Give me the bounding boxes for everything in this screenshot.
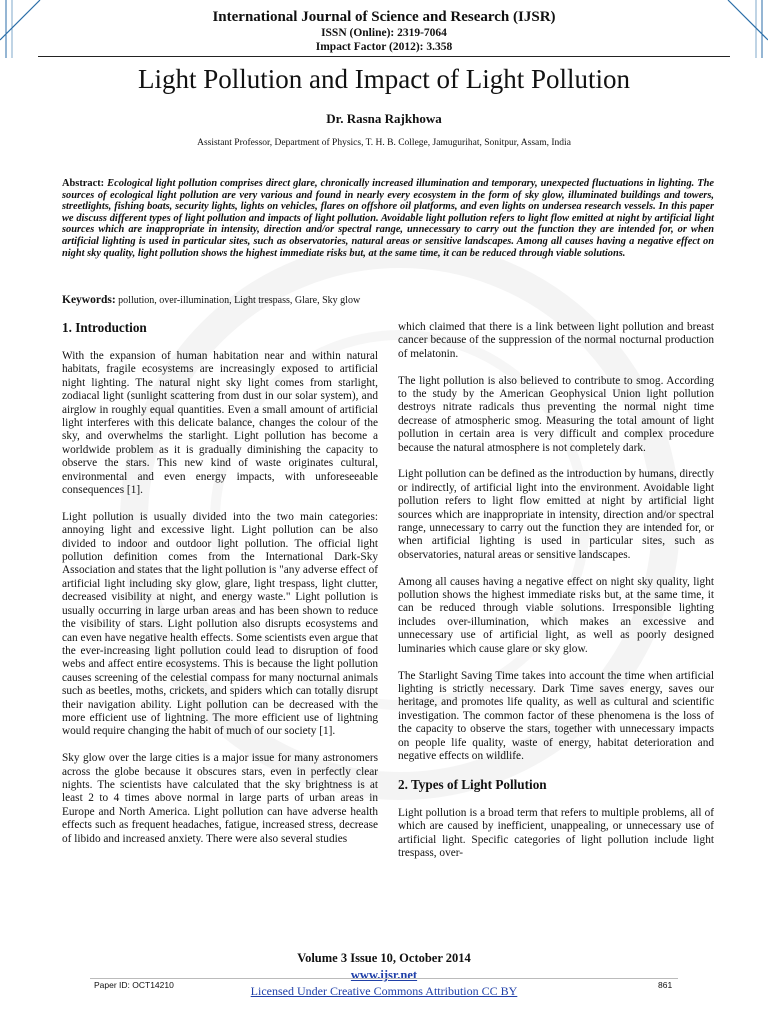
abstract	[62, 178, 714, 259]
impact-factor: Impact Factor (2012): 3.358	[315, 41, 453, 53]
journal-name: International Journal of Science and Research (IJSR)	[212, 9, 556, 25]
abstract-label: Abstract:	[62, 178, 105, 189]
footer-volume: Volume 3 Issue 10, October 2014	[297, 951, 471, 965]
right-column	[398, 321, 714, 874]
paragraph: Light pollution is usually divided into the two main categories: annoying light and excessive light. Light pollution can be also divided to indoor and outdoor light pollution. The official light pollution definition comes from the International Dark-Sky Association and states that the light pollution is "any adverse effect of artificial light including sky glow, glare, light trespass, light clutter, decreased visibility at night, and energy waste." Light pollution is usually occurring in large urban areas and has been shown to reduce the visibility of stars. Light pollution also disrupts ecosystems and can even have negative health effects. Some scientists even argue that the ever-increasing light pollution could lead to disruption of food webs and affect entire ecosystems. This is because the light pollution causes screening of the celestial compass for many nocturnal animals such as beetles, moths, crickets, and spiders which can totally disrupt their navigation ability. Light pollution can be decreased with the more efficient use of lightning. The more efficient use of lightning would require changing the habit of much of our society [1].	[62, 510, 378, 738]
journal-header	[0, 8, 768, 54]
paragraph: Light pollution can be defined as the introduction by humans, directly or indirectly, of artificial light into the environment. Avoidable light pollution refers to light flow emitted at night by artificial light sources which are inappropriate in intensity, direction and/or spectral range, unnecessary to carry out the function they are intended for, or when artificial lighting is used in particular sites, such as observatories, natural areas or sensitive landscapes.	[398, 468, 714, 561]
paragraph: The light pollution is also believed to contribute to smog. According to the study by the American Geophysical Union light pollution destroys nitrate radicals thus preventing the normal night time decrease of atmospheric smog. Measuring the total amount of light pollution in certain area is very difficult and complex procedure because the natural atmosphere is not completely dark.	[398, 374, 714, 454]
page-number: 861	[658, 980, 673, 990]
author-affiliation: Assistant Professor, Department of Physics, T. H. B. College, Jamugurihat, Sonitpur, Assam, India	[197, 138, 571, 148]
left-column	[62, 320, 378, 859]
paragraph: Among all causes having a negative effect on night sky quality, light pollution shows the highest immediate risks but, at the same time, it can be reduced through viable solutions. Irresponsible lighting includes over-illumination, which makes an excessive and unnecessary use of artificial light, as well as poorly designed luminaries which cause glare or sky glow.	[398, 575, 714, 655]
section-heading-introduction: 1. Introduction	[62, 320, 147, 335]
paper-id: Paper ID: OCT14210	[94, 980, 174, 990]
header-divider	[38, 56, 730, 57]
section-heading-types: 2. Types of Light Pollution	[398, 776, 547, 792]
paragraph: Light pollution is a broad term that refers to multiple problems, all of which are caused by inefficient, unappealing, or unnecessary use of artificial light. Specific categories of light pollution include light trespass, over-	[398, 806, 714, 859]
paragraph: which claimed that there is a link between light pollution and breast cancer because of the suppression of the normal nocturnal production of melatonin.	[398, 321, 714, 360]
abstract-text: Ecological light pollution comprises direct glare, chronically increased illumination and temporary, unexpected fluctuations in lighting. The sources of ecological light pollution are very various and found in nearly every ecosystem in the form of sky glow, illuminated buildings and towers, streetlights, fishing boats, security lights, lights on vehicles, flares on offshore oil platforms, and even lights on undersea research vessels. In this paper we discuss different types of light pollution and impacts of light pollution. Avoidable light pollution refers to light flow emitted at night by artificial light sources which are inappropriate in intensity, direction and/or spectral range, unnecessary to carry out the function they are intended for, or when artificial lighting is used in particular sites, such as observatories, natural areas or sensitive landscapes. Among all causes having a negative effect on night sky quality, light pollution shows the highest immediate risks but, at the same time, it can be reduced through viable solutions.	[62, 178, 714, 259]
paragraph: Sky glow over the large cities is a major issue for many astronomers across the globe because it obscures stars, even in perfectly clear nights. The scientists have calculated that the sky brightness is at least 2 to 4 times above normal in large parts of urban areas in Europe and North America. Light pollution can have adverse health effects such as frequent headaches, fatigue, increased stress, decrease of libido and increased anxiety. There were also several studies	[62, 752, 378, 845]
keywords-text: pollution, over-illumination, Light trespass, Glare, Sky glow	[118, 295, 361, 306]
author-name: Dr. Rasna Rajkhowa	[326, 111, 442, 126]
footer-divider	[90, 978, 678, 979]
footer-journal-link[interactable]: www.ijsr.net	[350, 968, 418, 982]
paper-title: Light Pollution and Impact of Light Pollution	[138, 64, 630, 94]
keywords	[62, 294, 714, 306]
paragraph: The Starlight Saving Time takes into account the time when artificial lighting is strictly necessary. Dark Time saves energy, saves our heritage, and promotes life quality, as well as cultural and scientific investigation. The common factor of these phenomena is the loss of the capacity to observe the stars, together with unnecessary impacts on people life quality, waste of energy, habitat deterioration and negative effects on wildlife.	[398, 669, 714, 762]
issn: ISSN (Online): 2319-7064	[321, 27, 447, 39]
license-link[interactable]: Licensed Under Creative Commons Attribution CC BY	[250, 984, 518, 998]
keywords-label: Keywords:	[62, 294, 116, 306]
paragraph: With the expansion of human habitation near and within natural habitats, fragile ecosystems are increasingly exposed to artificial night lighting. The natural night sky light comes from starlight, zodiacal light (sunlight scattering from dust in our solar system), and airglow in roughly equal quantities. Even a small amount of artificial light interferes with this delicate balance, changes the colour of the sky, and overwhelms the starlight. Light pollution has become a worldwide problem as it is gradually diminishing the capacity to observe the stars. This new kind of waste originates cultural, environmental and even energy impacts, with unforeseeable consequences [1].	[62, 350, 378, 497]
